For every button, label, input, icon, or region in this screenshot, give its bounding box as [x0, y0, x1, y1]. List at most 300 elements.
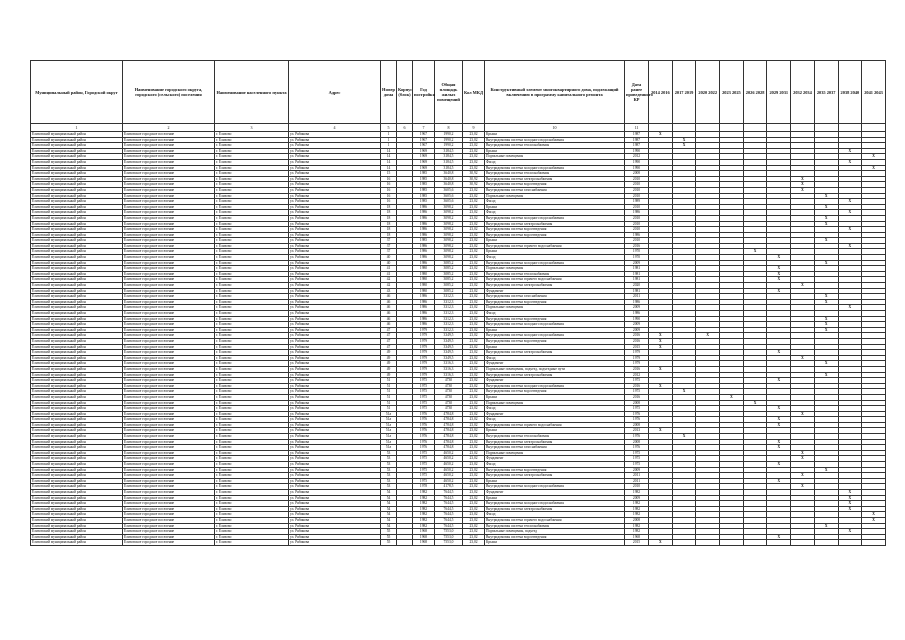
table-cell: г. Елизово [215, 517, 289, 523]
table-cell: 54 [381, 501, 397, 507]
period-mark-cell: X [862, 165, 886, 171]
table-cell: Внутридомовая система водоотведения [485, 182, 625, 188]
table-cell: 18 [381, 215, 397, 221]
table-cell: 1986 [625, 311, 649, 317]
table-cell: 2016 [625, 243, 649, 249]
table-cell: Крыша [485, 478, 625, 484]
table-cell: 4730 [435, 383, 463, 389]
period-mark-cell: X [791, 283, 815, 289]
table-cell: г. Елизово [215, 411, 289, 417]
table-cell: Внутридомовая система водоотведения [485, 467, 625, 473]
table-cell: Елизовское городское поселение [123, 394, 215, 400]
period-mark-cell: X [649, 366, 673, 372]
table-cell: Елизовское городское поселение [123, 182, 215, 188]
table-cell: Елизовский муниципальный район [31, 517, 123, 523]
table-cell: Внутридомовая система водоотведения [485, 299, 625, 305]
table-cell: 1979 [413, 355, 435, 361]
table-cell: Елизовское городское поселение [123, 193, 215, 199]
table-cell: 51а [381, 445, 397, 451]
table-cell: 23,02 [463, 344, 485, 350]
table-cell: Внутридомовая система теплоснабжения [485, 171, 625, 177]
period-mark-cell: X [814, 193, 838, 199]
table-cell: 2015 [625, 344, 649, 350]
table-cell: 1990 [625, 165, 649, 171]
table-body [31, 132, 886, 546]
table-cell: 51а [381, 417, 397, 423]
table-cell: 40 [381, 260, 397, 266]
table-cell: 7644,5 [435, 490, 463, 496]
table-cell: Елизовский муниципальный район [31, 143, 123, 149]
table-cell: 49 [381, 350, 397, 356]
table-cell: г. Елизово [215, 260, 289, 266]
table-cell: 4650,2 [435, 456, 463, 462]
table-cell: ул. Рябикова [289, 355, 381, 361]
table-cell: г. Елизово [215, 227, 289, 233]
table-cell: Елизовский муниципальный район [31, 316, 123, 322]
table-cell: 4730 [435, 400, 463, 406]
table-cell: ул. Рябикова [289, 327, 381, 333]
table-cell: г. Елизово [215, 361, 289, 367]
period-mark-cell [791, 540, 815, 546]
table-cell: Елизовский муниципальный район [31, 238, 123, 244]
column-header: 2032 2034 [791, 61, 815, 124]
table-cell: 3098,2 [435, 210, 463, 216]
column-number [672, 124, 696, 132]
table-cell: г. Елизово [215, 417, 289, 423]
table-cell: 23,02 [463, 378, 485, 384]
table-cell: 1968 [413, 529, 435, 535]
table-cell: ул. Рябикова [289, 215, 381, 221]
table-cell: 1976 [413, 422, 435, 428]
table-cell: 1979 [413, 372, 435, 378]
table-cell: 3184,5 [435, 148, 463, 154]
table-cell: 3316,3 [435, 372, 463, 378]
table-cell: Елизовское городское поселение [123, 210, 215, 216]
table-cell: Елизовский муниципальный район [31, 361, 123, 367]
table-cell: 23,02 [463, 299, 485, 305]
table-cell: Елизовское городское поселение [123, 171, 215, 177]
table-cell: ул. Рябикова [289, 199, 381, 205]
table-cell: г. Елизово [215, 473, 289, 479]
column-number: 2 [123, 124, 215, 132]
table-cell: Елизовский муниципальный район [31, 512, 123, 518]
table-cell: ул. Рябикова [289, 132, 381, 138]
table-cell: ул. Рябикова [289, 294, 381, 300]
table-cell: 2013 [625, 428, 649, 434]
table-cell: 1986 [413, 311, 435, 317]
table-cell: 14 [381, 154, 397, 160]
table-cell: Внутридомовая система холодного водоснабжения [485, 501, 625, 507]
table-cell: Елизовское городское поселение [123, 467, 215, 473]
table-cell: 23,02 [463, 450, 485, 456]
table-cell: Елизовское городское поселение [123, 288, 215, 294]
table-cell: ул. Рябикова [289, 366, 381, 372]
table-cell: 4730 [435, 394, 463, 400]
table-cell: Елизовское городское поселение [123, 299, 215, 305]
table-cell: Елизовский муниципальный район [31, 137, 123, 143]
table-cell: 1975 [413, 456, 435, 462]
table-cell: г. Елизово [215, 394, 289, 400]
period-mark-cell: X [791, 355, 815, 361]
table-cell: ул. Рябикова [289, 495, 381, 501]
table-cell: 3316,3 [435, 361, 463, 367]
table-cell: Внутридомовая система электроснабжения [485, 221, 625, 227]
table-cell: 23,02 [463, 288, 485, 294]
table-cell: г. Елизово [215, 378, 289, 384]
table-cell: г. Елизово [215, 490, 289, 496]
table-cell: 51 [381, 394, 397, 400]
table-cell: 40 [381, 255, 397, 261]
table-cell: Внутридомовая система теплоснабжения [485, 271, 625, 277]
table-cell: ул. Рябикова [289, 394, 381, 400]
table-cell: Подвальные помещения [485, 193, 625, 199]
table-cell: г. Елизово [215, 243, 289, 249]
column-number [767, 124, 791, 132]
table-cell: Елизовский муниципальный район [31, 154, 123, 160]
period-mark-cell: X [814, 327, 838, 333]
table-cell: 3085,2 [435, 260, 463, 266]
table-cell: ул. Рябикова [289, 299, 381, 305]
table-cell: 1990,2 [435, 137, 463, 143]
period-mark-cell: X [814, 361, 838, 367]
table-cell: 3184,5 [435, 165, 463, 171]
table-cell: Внутридомовая система электроснабжения [485, 350, 625, 356]
table-cell: 23,02 [463, 534, 485, 540]
table-cell: г. Елизово [215, 366, 289, 372]
table-cell: Внутридомовая система водоотведения [485, 316, 625, 322]
table-cell: 3605,6 [435, 193, 463, 199]
period-mark-cell: X [767, 266, 791, 272]
table-cell: 1976 [625, 417, 649, 423]
column-header: Адрес [289, 61, 381, 124]
table-cell: Елизовский муниципальный район [31, 283, 123, 289]
table-cell: г. Елизово [215, 389, 289, 395]
table-cell: Елизовское городское поселение [123, 456, 215, 462]
table-cell: Елизовское городское поселение [123, 372, 215, 378]
table-cell: ул. Рябикова [289, 422, 381, 428]
table-cell: г. Елизово [215, 277, 289, 283]
table-cell: Внутридомовая система теплоснабжения [485, 143, 625, 149]
table-cell: 3640,8 [435, 182, 463, 188]
table-cell: 1982 [413, 506, 435, 512]
table-cell: 2020 [625, 283, 649, 289]
table-cell: ул. Рябикова [289, 238, 381, 244]
table-cell: 23,02 [463, 383, 485, 389]
table-cell: ул. Рябикова [289, 288, 381, 294]
table-cell: 1979 [413, 366, 435, 372]
period-mark-cell: X [767, 288, 791, 294]
table-cell: 4784,8 [435, 428, 463, 434]
table-cell: 1982 [625, 529, 649, 535]
table-cell: Внутридомовая система газоснабжения [485, 294, 625, 300]
period-mark-cell: X [814, 372, 838, 378]
table-cell: Елизовское городское поселение [123, 132, 215, 138]
table-cell: Елизовское городское поселение [123, 277, 215, 283]
table-cell: 3085,2 [435, 283, 463, 289]
table-cell: 15 [381, 171, 397, 177]
table-cell: Фасад [485, 311, 625, 317]
table-cell: Елизовский муниципальный район [31, 266, 123, 272]
table-cell: г. Елизово [215, 506, 289, 512]
table-cell: 4784,8 [435, 439, 463, 445]
table-cell: 3184,5 [435, 159, 463, 165]
table-cell: 3312,3 [435, 311, 463, 317]
table-cell: Елизовский муниципальный район [31, 523, 123, 529]
column-header: Номер дома [381, 61, 397, 124]
period-mark-cell: X [649, 333, 673, 339]
table-cell: 23,02 [463, 517, 485, 523]
table-cell: Елизовское городское поселение [123, 490, 215, 496]
table-cell: 1975 [413, 478, 435, 484]
table-cell: 2009 [625, 327, 649, 333]
table-cell: 30,92 [463, 176, 485, 182]
table-cell: Елизовское городское поселение [123, 406, 215, 412]
table-cell: ул. Рябикова [289, 445, 381, 451]
table-cell: Елизовское городское поселение [123, 411, 215, 417]
table-cell: 30,92 [463, 182, 485, 188]
table-cell: 23,02 [463, 327, 485, 333]
table-cell: 23,02 [463, 389, 485, 395]
table-cell: 3098,2 [435, 232, 463, 238]
table-cell: 2011 [625, 294, 649, 300]
table-cell: 54 [381, 512, 397, 518]
period-mark-cell: X [649, 132, 673, 138]
table-cell: Фундамент [485, 378, 625, 384]
table-cell: 51а [381, 439, 397, 445]
table-cell: 4784,8 [435, 411, 463, 417]
table-cell: 3312,3 [435, 299, 463, 305]
table-cell: 23,02 [463, 355, 485, 361]
table-cell: Елизовское городское поселение [123, 462, 215, 468]
table-cell: Фасад [485, 406, 625, 412]
table-cell: Елизовский муниципальный район [31, 422, 123, 428]
period-mark-cell: X [791, 473, 815, 479]
table-cell: 3349,5 [435, 333, 463, 339]
table-cell: 1982 [413, 501, 435, 507]
table-cell: 1968 [625, 534, 649, 540]
period-mark-cell: X [696, 333, 720, 339]
table-cell: Внутридомовая система холодного водоснабжения [485, 215, 625, 221]
table-cell: 3098,2 [435, 215, 463, 221]
table-cell: 7644,5 [435, 517, 463, 523]
table-cell: г. Елизово [215, 148, 289, 154]
table-cell: ул. Рябикова [289, 187, 381, 193]
column-number: 10 [485, 124, 625, 132]
table-cell: Елизовский муниципальный район [31, 428, 123, 434]
table-cell: ул. Рябикова [289, 204, 381, 210]
table-cell: Крыша [485, 132, 625, 138]
period-mark-cell [838, 540, 862, 546]
table-cell: 1986 [413, 221, 435, 227]
period-mark-cell: X [767, 255, 791, 261]
table-cell: Елизовское городское поселение [123, 305, 215, 311]
table-cell: 1987 [625, 132, 649, 138]
table-cell: Елизовское городское поселение [123, 327, 215, 333]
table-cell: 7644,5 [435, 523, 463, 529]
table-cell: г. Елизово [215, 338, 289, 344]
table-cell: 1985 [413, 176, 435, 182]
column-number [862, 124, 886, 132]
table-cell: г. Елизово [215, 193, 289, 199]
table-cell: г. Елизово [215, 462, 289, 468]
table-cell: 23,02 [463, 199, 485, 205]
table-cell: Внутридомовая система газоснабжения [485, 187, 625, 193]
table-cell: ул. Рябикова [289, 434, 381, 440]
table-cell: ул. Рябикова [289, 490, 381, 496]
table-cell: 1986 [413, 299, 435, 305]
table-cell: ул. Рябикова [289, 484, 381, 490]
table-cell: 1986 [413, 243, 435, 249]
table-cell: 51а [381, 434, 397, 440]
table-cell: ул. Рябикова [289, 148, 381, 154]
period-mark-cell: X [791, 187, 815, 193]
table-cell: 2011 [625, 478, 649, 484]
table-cell: Елизовское городское поселение [123, 243, 215, 249]
table-cell: г. Елизово [215, 271, 289, 277]
period-mark-cell: X [862, 154, 886, 160]
table-cell: 23,02 [463, 523, 485, 529]
table-cell: 23,02 [463, 338, 485, 344]
table-cell: 47 [381, 338, 397, 344]
table-cell: Елизовский муниципальный район [31, 210, 123, 216]
table-cell: ул. Рябикова [289, 378, 381, 384]
table-cell: 23,02 [463, 283, 485, 289]
table-cell: г. Елизово [215, 478, 289, 484]
table-cell: ул. Рябикова [289, 210, 381, 216]
table-cell: 1982 [413, 495, 435, 501]
table-cell: 1976 [413, 445, 435, 451]
table-cell: 30,92 [463, 171, 485, 177]
table-cell: 1986 [413, 210, 435, 216]
table-cell: Елизовский муниципальный район [31, 299, 123, 305]
table-cell: 23,02 [463, 221, 485, 227]
table-cell: Елизовское городское поселение [123, 227, 215, 233]
table-cell: 23,02 [463, 316, 485, 322]
table-cell: 3085,2 [435, 271, 463, 277]
table-cell: 51 [381, 389, 397, 395]
period-mark-cell: X [767, 462, 791, 468]
period-mark-cell: X [838, 490, 862, 496]
table-cell: 1976 [625, 434, 649, 440]
table-cell: Внутридомовая система водоотведения [485, 232, 625, 238]
table-cell: 23,02 [463, 266, 485, 272]
table-cell: 2012 [625, 154, 649, 160]
table-cell: ул. Рябикова [289, 171, 381, 177]
table-cell: 1980 [413, 277, 435, 283]
table-cell: г. Елизово [215, 182, 289, 188]
table-cell: 1979 [413, 361, 435, 367]
table-cell: 1986 [413, 227, 435, 233]
table-cell: 1986 [413, 294, 435, 300]
table-cell: 1982 [625, 512, 649, 518]
table-cell: Внутридомовая система горячего водоснабжения [485, 243, 625, 249]
table-cell: 23,02 [463, 215, 485, 221]
table-cell: Подвальные помещения [485, 450, 625, 456]
table-cell: г. Елизово [215, 322, 289, 328]
table-cell: Фундамент [485, 490, 625, 496]
table-cell: 2016 [625, 394, 649, 400]
table-cell: 1981 [625, 277, 649, 283]
table-cell: Внутридомовая система холодного водоснабжения [485, 165, 625, 171]
table-cell: Крыша [485, 540, 625, 546]
table-cell: г. Елизово [215, 422, 289, 428]
table-cell: 3640,8 [435, 176, 463, 182]
table-cell: г. Елизово [215, 372, 289, 378]
table-cell: Елизовское городское поселение [123, 176, 215, 182]
table-cell: 7644,5 [435, 501, 463, 507]
table-cell: 3316,3 [435, 366, 463, 372]
table-cell: 3312,3 [435, 322, 463, 328]
table-cell: г. Елизово [215, 400, 289, 406]
table-cell: 2010 [625, 484, 649, 490]
period-mark-cell: X [767, 271, 791, 277]
table-cell: 1985 [413, 193, 435, 199]
table-cell: 23,02 [463, 322, 485, 328]
table-cell: 1986 [413, 305, 435, 311]
table-cell: 1989 [625, 199, 649, 205]
table-cell: 23,02 [463, 366, 485, 372]
table-cell: Елизовский муниципальный район [31, 243, 123, 249]
table-cell: 1986 [413, 316, 435, 322]
table-cell: Елизовский муниципальный район [31, 344, 123, 350]
table-cell: 1986 [413, 322, 435, 328]
table-cell: 23,02 [463, 350, 485, 356]
table-cell: ул. Рябикова [289, 467, 381, 473]
table-cell: 18 [381, 204, 397, 210]
period-mark-cell: X [838, 529, 862, 535]
table-cell: Елизовский муниципальный район [31, 478, 123, 484]
table-cell: 53 [381, 462, 397, 468]
table-cell: 23,02 [463, 305, 485, 311]
table-cell: 3312,3 [435, 294, 463, 300]
table-cell: Елизовский муниципальный район [31, 495, 123, 501]
table-cell: 1967 [413, 132, 435, 138]
table-cell: 54 [381, 495, 397, 501]
table-cell: 4784,8 [435, 434, 463, 440]
table-cell: ул. Рябикова [289, 400, 381, 406]
table-cell: ул. Рябикова [289, 540, 381, 546]
table-cell: 2009 [625, 467, 649, 473]
table-cell: 23,02 [463, 428, 485, 434]
column-number: 5 [381, 124, 397, 132]
period-mark-cell: X [814, 204, 838, 210]
table-cell: 23,02 [463, 271, 485, 277]
period-mark-cell: X [672, 137, 696, 143]
column-number: 1 [31, 124, 123, 132]
table-cell: 1975 [413, 406, 435, 412]
table-cell: Елизовское городское поселение [123, 383, 215, 389]
table-cell: Елизовский муниципальный район [31, 305, 123, 311]
table-cell: 23,02 [463, 165, 485, 171]
table-cell: г. Елизово [215, 534, 289, 540]
table-cell: 46 [381, 311, 397, 317]
table-cell: ул. Рябикова [289, 462, 381, 468]
table-cell: 23,02 [463, 490, 485, 496]
period-mark-cell: X [791, 450, 815, 456]
period-mark-cell: X [720, 394, 744, 400]
table-cell: 1975 [413, 394, 435, 400]
table-cell: 1980 [413, 271, 435, 277]
table-cell: Елизовский муниципальный район [31, 260, 123, 266]
period-mark-cell: X [814, 221, 838, 227]
table-cell: Елизовский муниципальный район [31, 271, 123, 277]
period-mark-cell: X [838, 199, 862, 205]
table-cell: 2010 [625, 193, 649, 199]
table-cell: Елизовское городское поселение [123, 148, 215, 154]
table-cell: 16 [381, 182, 397, 188]
period-mark-cell: X [814, 467, 838, 473]
table-cell: 1982 [413, 490, 435, 496]
